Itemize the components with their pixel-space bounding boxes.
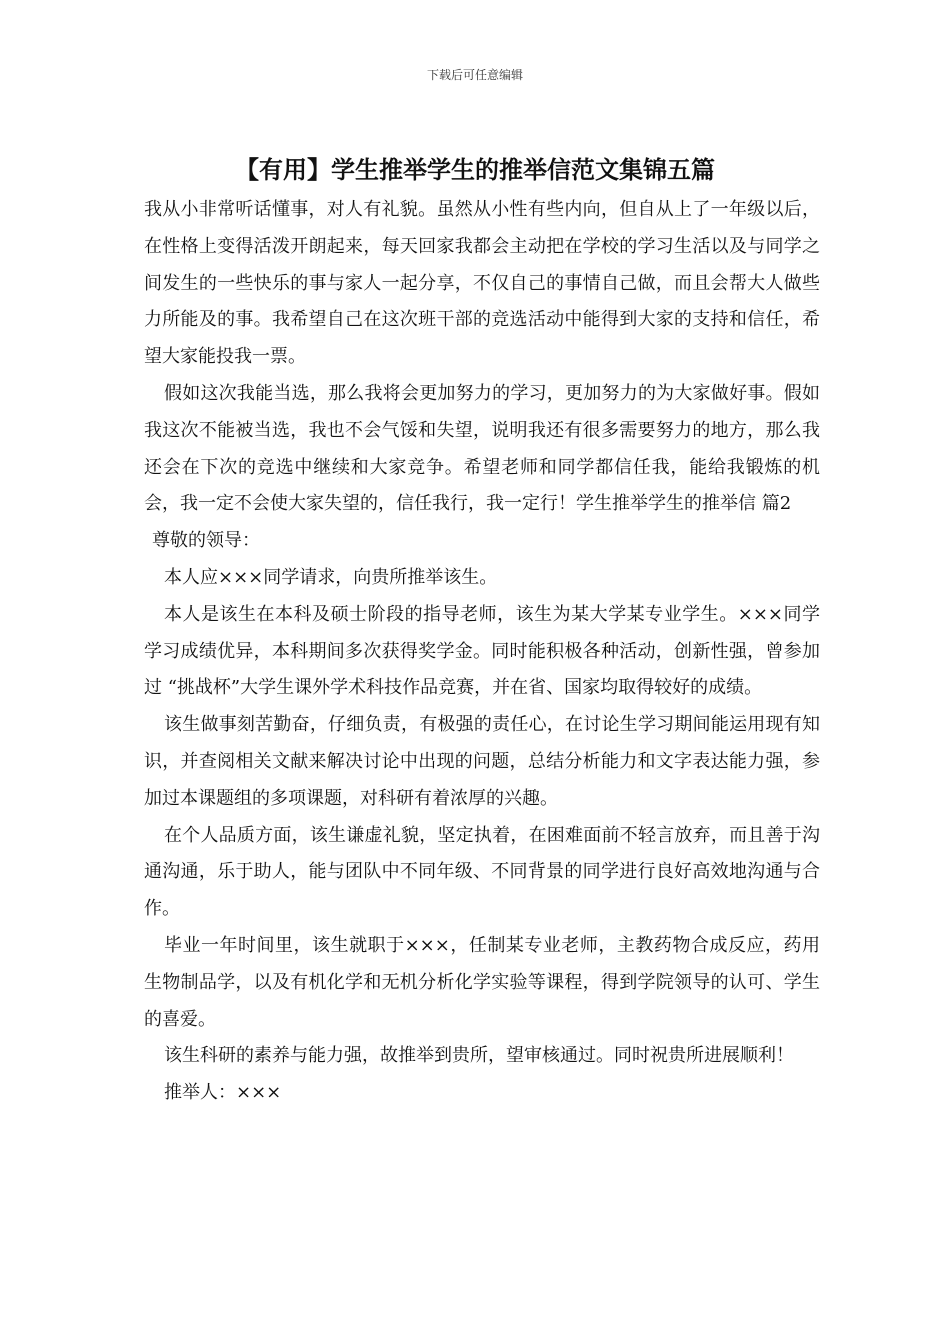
paragraph-8: 该生科研的素养与能力强，故推举到贵所，望审核通过。同时祝贵所进展顺利！ xyxy=(164,1045,794,1067)
header-note: 下载后可任意编辑 xyxy=(426,68,523,82)
paragraph-3: 本人应×××同学请求，向贵所推举该生。 xyxy=(164,566,498,588)
document-body xyxy=(144,192,820,1112)
document-title: 【有用】学生推举学生的推举信范文集锦五篇 xyxy=(235,155,715,184)
salutation: 尊敬的领导： xyxy=(152,530,260,552)
paragraph-2: 假如这次我能当选，那么我将会更加努力的学习，更加努力的为大家做好事。假如我这次不能被当选，我也不会气馁和失望，说明我还有很多需要努力的地方，那么我还会在下次的竞选中继续和大家竞争。希望老师和同学都信任我，能给我锻炼的机会，我一定不会使大家失望的，信任我行，我一定行！学生推举学生的推举信 篇2 xyxy=(144,382,820,515)
paragraph-4: 本人是该生在本科及硕士阶段的指导老师，该生为某大学某专业学生。×××同学学习成绩优异，本科期间多次获得奖学金。同时能积极各种活动，创新性强，曾参加过 “挑战杯”大学生课外学术科技作品竞赛，并在省、国家均取得较好的成绩。 xyxy=(144,603,820,699)
paragraph-6: 在个人品质方面，该生谦虚礼貌，坚定执着，在困难面前不轻言放弃，而且善于沟通沟通，乐于助人，能与团队中不同年级、不同背景的同学进行良好高效地沟通与合作。 xyxy=(144,824,820,920)
signature-line: 推举人：××× xyxy=(164,1082,282,1104)
paragraph-7: 毕业一年时间里，该生就职于×××，任制某专业老师，主教药物合成反应，药用生物制品学，以及有机化学和无机分析化学实验等课程，得到学院领导的认可、学生的喜爱。 xyxy=(144,934,820,1030)
paragraph-1: 我从小非常听话懂事，对人有礼貌。虽然从小性有些内向，但自从上了一年级以后，在性格上变得活泼开朗起来，每天回家我都会主动把在学校的学习生活以及与同学之间发生的一些快乐的事与家人一起分享，不仅自己的事情自己做，而且会帮大人做些力所能及的事。我希望自己在这次班干部的竞选活动中能得到大家的支持和信任，希望大家能投我一票。 xyxy=(144,199,820,368)
paragraph-5: 该生做事刻苦勤奋，仔细负责，有极强的责任心，在讨论生学习期间能运用现有知识，并查阅相关文献来解决讨论中出现的问题，总结分析能力和文字表达能力强，参加过本课题组的多项课题，对科研有着浓厚的兴趣。 xyxy=(144,714,820,809)
